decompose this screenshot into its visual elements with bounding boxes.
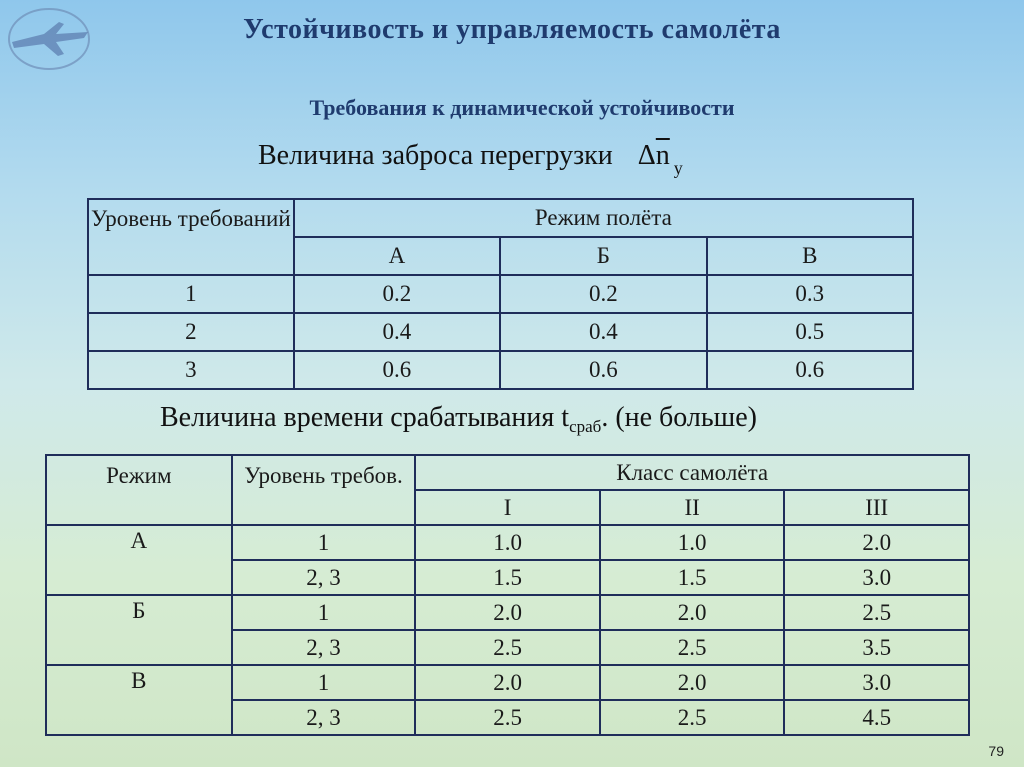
symbol-subscript: y <box>673 158 683 178</box>
level-cell: 1 <box>88 275 294 313</box>
class-header-3: III <box>784 490 969 525</box>
response-time-heading <box>160 402 757 437</box>
class-header-2: II <box>600 490 785 525</box>
response-heading-suffix: . (не больше) <box>601 402 757 433</box>
value-cell: 2.0 <box>415 595 600 630</box>
value-cell: 0.6 <box>500 351 706 389</box>
mode-header: Режим <box>46 455 232 525</box>
value-cell: 3.0 <box>784 560 969 595</box>
response-heading-subscript: сраб <box>569 417 602 436</box>
table-row <box>46 595 969 630</box>
level-cell: 2 <box>88 313 294 351</box>
level-header: Уровень требов. <box>232 455 416 525</box>
response-heading-prefix: Величина времени срабатывания t <box>160 402 570 433</box>
slide-title: Устойчивость и управляемость самолёта <box>243 14 781 45</box>
value-cell: 0.4 <box>500 313 706 351</box>
page-number: 79 <box>988 743 1004 759</box>
table-row <box>88 351 913 389</box>
overload-symbol <box>637 140 683 178</box>
value-cell: 1.5 <box>415 560 600 595</box>
table-row <box>88 313 913 351</box>
value-cell: 2.5 <box>600 700 785 735</box>
level-cell: 2, 3 <box>232 700 416 735</box>
value-cell: 2.5 <box>784 595 969 630</box>
table-row <box>46 525 969 560</box>
value-cell: 0.6 <box>707 351 913 389</box>
value-cell: 2.5 <box>600 630 785 665</box>
flight-mode-header: Режим полёта <box>294 199 913 237</box>
level-cell: 1 <box>232 665 416 700</box>
overload-heading <box>258 140 683 179</box>
table-row <box>88 275 913 313</box>
value-cell: 3.5 <box>784 630 969 665</box>
level-cell: 2, 3 <box>232 560 416 595</box>
value-cell: 0.3 <box>707 275 913 313</box>
slide-subtitle: Требования к динамической устойчивости <box>309 95 735 120</box>
value-cell: 1.0 <box>600 525 785 560</box>
value-cell: 2.0 <box>600 665 785 700</box>
mode-header-v: В <box>707 237 913 275</box>
value-cell: 0.4 <box>294 313 500 351</box>
n-bar-symbol: $\overline{n}$ <box>655 140 670 171</box>
table-row <box>46 665 969 700</box>
level-cell: 1 <box>232 595 416 630</box>
value-cell: 2.5 <box>415 630 600 665</box>
class-header-1: I <box>415 490 600 525</box>
aircraft-class-header: Класс самолёта <box>415 455 969 490</box>
value-cell: 3.0 <box>784 665 969 700</box>
level-cell: 2, 3 <box>232 630 416 665</box>
value-cell: 0.2 <box>294 275 500 313</box>
delta-symbol: Δ <box>637 140 656 171</box>
overload-table <box>87 198 914 390</box>
value-cell: 4.5 <box>784 700 969 735</box>
overload-heading-text: Величина заброса перегрузки <box>258 140 613 171</box>
value-cell: 2.0 <box>784 525 969 560</box>
mode-header-a: А <box>294 237 500 275</box>
response-time-table <box>45 454 970 736</box>
mode-cell: В <box>46 665 232 735</box>
value-cell: 2.5 <box>415 700 600 735</box>
mode-cell: А <box>46 525 232 595</box>
mode-header-b: Б <box>500 237 706 275</box>
value-cell: 0.6 <box>294 351 500 389</box>
mode-cell: Б <box>46 595 232 665</box>
level-cell: 1 <box>232 525 416 560</box>
value-cell: 2.0 <box>415 665 600 700</box>
level-header: Уровень требований <box>88 199 294 275</box>
value-cell: 0.5 <box>707 313 913 351</box>
value-cell: 0.2 <box>500 275 706 313</box>
value-cell: 1.5 <box>600 560 785 595</box>
value-cell: 2.0 <box>600 595 785 630</box>
level-cell: 3 <box>88 351 294 389</box>
value-cell: 1.0 <box>415 525 600 560</box>
